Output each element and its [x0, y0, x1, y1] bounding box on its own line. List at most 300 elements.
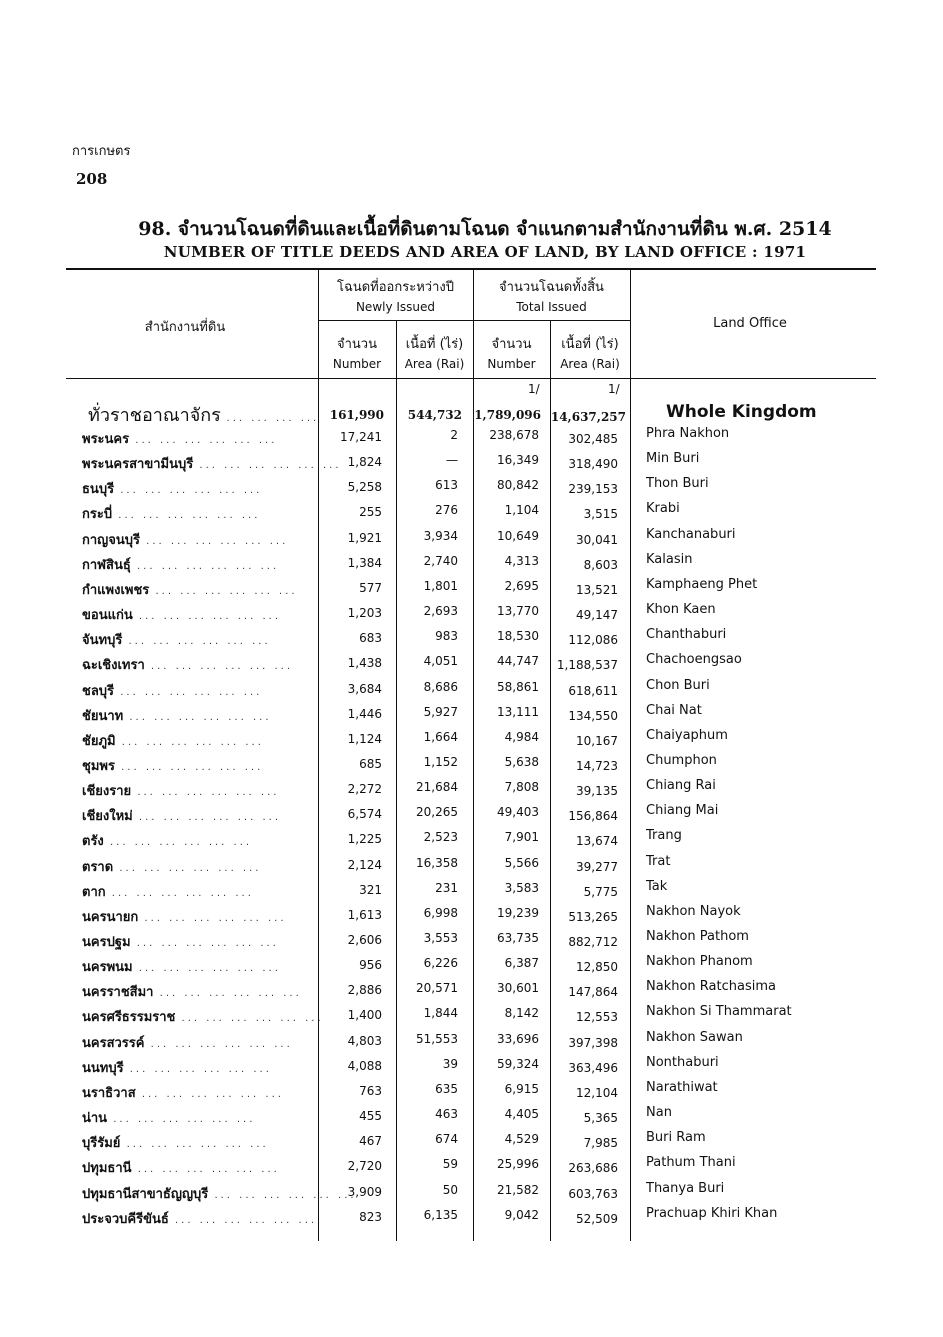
- land-office-name-thai: [82, 780, 279, 801]
- leader-dots: ... ... ... ... ... ...: [115, 737, 264, 748]
- total-number-cell: 6,915: [504, 1082, 539, 1096]
- new-number-cell: 1,824: [347, 455, 382, 469]
- new-area-cell: 635: [435, 1082, 458, 1096]
- total-area-cell: 5,365: [583, 1111, 618, 1125]
- land-office-name-thai-text: นครราชสีมา: [82, 985, 154, 1000]
- land-office-name-english: Chai Nat: [646, 703, 702, 718]
- land-office-name-english: Thanya Buri: [646, 1181, 725, 1196]
- total-number-cell: 80,842: [497, 478, 539, 492]
- new-area-cell: 2,740: [423, 554, 458, 568]
- total-number-cell: 13,111: [497, 705, 539, 719]
- table-title-thai: 98. จำนวนโฉนดที่ดินและเนื้อที่ดินตามโฉนด จำแนกตามสำนักงานที่ดิน พ.ศ. 2514: [138, 218, 832, 240]
- total-number-cell: 5,566: [504, 856, 539, 870]
- leader-dots: ... ... ... ... ... ...: [144, 661, 294, 672]
- land-office-name-thai: [82, 1208, 317, 1229]
- leader-dots: ... ... ... ... ... ...: [123, 712, 272, 723]
- table-row: [0, 730, 943, 754]
- new-area-cell: 3,553: [423, 931, 458, 945]
- land-office-name-thai-text: พระนครสาขามีนบุรี: [82, 457, 194, 472]
- total-number-cell: 58,861: [497, 680, 539, 694]
- new-area-cell: —: [446, 453, 458, 467]
- land-office-name-thai-text: ธนบุรี: [82, 482, 115, 497]
- leader-dots: ... ... ... ... ... ...: [113, 863, 262, 874]
- land-office-name-thai-text: บุรีรัมย์: [82, 1136, 121, 1151]
- total-area-cell: 13,521: [576, 583, 618, 597]
- new-area-cell: 983: [435, 629, 458, 643]
- new-number-cell: 1,124: [347, 732, 382, 746]
- total-number-cell: 18,530: [497, 629, 539, 643]
- table-row: [0, 428, 943, 452]
- leader-dots: ... ... ... ... ... ...: [114, 485, 263, 496]
- land-office-name-english: Min Buri: [646, 451, 700, 466]
- new-number-cell: 1,438: [347, 656, 382, 670]
- total-number-cell: 10,649: [497, 529, 539, 543]
- land-office-name-thai-text: ชัยภูมิ: [82, 734, 116, 749]
- leader-dots: ... ... ... ... ... ...: [175, 1013, 324, 1024]
- land-office-name-thai: [82, 1132, 269, 1153]
- new-number-cell: 1,613: [347, 908, 382, 922]
- table-row: [0, 780, 943, 804]
- leader-dots: ... ... ... ... ... ...: [114, 762, 264, 773]
- leader-dots: ... ... ... ... ... ...: [140, 536, 289, 547]
- land-office-name-english: Nonthaburi: [646, 1055, 719, 1070]
- table-row: [0, 680, 943, 704]
- new-number-cell: 683: [359, 631, 382, 645]
- new-number-cell: 2,124: [347, 858, 382, 872]
- land-office-name-thai: [82, 856, 261, 877]
- total-area-cell: 397,398: [568, 1036, 618, 1050]
- new-area-cell: 231: [435, 881, 458, 895]
- new-area-cell: 1,152: [423, 755, 458, 769]
- new-area-cell: 674: [435, 1132, 458, 1146]
- land-office-name-thai-text: นนทบุรี: [82, 1061, 124, 1076]
- new-area-cell: 1,664: [423, 730, 458, 744]
- land-office-name-thai: [82, 830, 252, 851]
- leader-dots: ... ... ... ... ... ...: [123, 1064, 272, 1075]
- new-area-cell: 463: [435, 1107, 458, 1121]
- total-number-cell: 49,403: [497, 805, 539, 819]
- land-office-name-english: Phra Nakhon: [646, 426, 730, 441]
- land-office-name-thai: [82, 1082, 284, 1103]
- total-number-cell: 2,695: [504, 579, 539, 593]
- total-area-cell: 318,490: [568, 457, 618, 471]
- total-number-cell: 8,142: [504, 1006, 539, 1020]
- land-office-name-english: Chiang Rai: [646, 778, 716, 793]
- total-label-thai: ทั่วราชอาณาจักร ... ... ... ...: [88, 405, 320, 426]
- header-land-office-thai: สำนักงานที่ดิน: [144, 320, 226, 335]
- footnote-marker: 1/: [608, 382, 620, 396]
- land-office-name-english: Trat: [646, 854, 671, 869]
- leader-dots: ... ... ... ... ... ...: [107, 1114, 256, 1125]
- land-office-name-thai: [82, 956, 281, 977]
- land-office-name-thai: [82, 1183, 357, 1204]
- table-row: [0, 453, 943, 477]
- total-new-area: 544,732: [407, 408, 462, 422]
- new-area-cell: 2,523: [423, 830, 458, 844]
- total-area-cell: 112,086: [568, 633, 618, 647]
- total-area-cell: 1,188,537: [556, 658, 618, 672]
- total-area-cell: 156,864: [568, 809, 618, 823]
- land-office-name-thai-text: นครสวรรค์: [82, 1036, 145, 1051]
- land-office-name-english: Pathum Thani: [646, 1155, 736, 1170]
- table-row: [0, 830, 943, 854]
- land-office-name-thai: [82, 579, 298, 600]
- total-number-cell: 1,104: [504, 503, 539, 517]
- new-area-cell: 276: [435, 503, 458, 517]
- total-number-cell: 16,349: [497, 453, 539, 467]
- header-newly-issued-english: Newly Issued: [355, 300, 436, 314]
- new-area-cell: 613: [435, 478, 458, 492]
- total-label-english: Whole Kingdom: [666, 402, 817, 422]
- total-area-cell: 30,041: [576, 533, 618, 547]
- total-area-cell: 39,277: [576, 860, 618, 874]
- land-office-name-thai: [82, 730, 264, 751]
- total-area-cell: 12,850: [576, 960, 618, 974]
- header-total-issued-thai: จำนวนโฉนดทั้งสิ้น: [499, 280, 604, 295]
- header-total-number-thai: จำนวน: [491, 337, 532, 352]
- table-row: [0, 503, 943, 527]
- land-office-name-thai-text: ชัยนาท: [82, 709, 124, 724]
- land-office-name-thai-text: นครศรีธรรมราช: [82, 1010, 176, 1025]
- total-area-cell: 618,611: [568, 684, 618, 698]
- land-office-name-english: Narathiwat: [646, 1080, 718, 1095]
- table-row: [0, 856, 943, 880]
- land-office-name-thai: [82, 805, 281, 826]
- table-title-english: NUMBER OF TITLE DEEDS AND AREA OF LAND, BY LAND OFFICE : 1971: [163, 243, 807, 261]
- table-row: [0, 805, 943, 829]
- land-office-name-thai: [82, 1157, 280, 1178]
- new-area-cell: 2: [450, 428, 458, 442]
- total-area-cell: 13,674: [576, 834, 618, 848]
- header-bottom-rule: [66, 378, 876, 379]
- land-office-name-thai-text: กาฬสินธุ์: [82, 558, 131, 573]
- leader-dots: ... ... ... ... ... ...: [112, 510, 261, 521]
- land-office-name-english: Kanchanaburi: [646, 527, 736, 542]
- land-office-name-thai-text: กาญจนบุรี: [82, 533, 140, 548]
- land-office-name-thai: [82, 881, 254, 902]
- leader-dots: ... ... ... ... ... ...: [132, 812, 282, 823]
- land-office-name-english: Nan: [646, 1105, 672, 1120]
- land-office-name-english: Trang: [646, 828, 682, 843]
- new-number-cell: 763: [359, 1084, 382, 1098]
- leader-dots: ... ... ... ... ... ...: [138, 913, 287, 924]
- land-office-name-thai: [82, 604, 281, 625]
- land-office-name-thai: [82, 755, 263, 776]
- table-row: [0, 1082, 943, 1106]
- land-office-name-english: Chumphon: [646, 753, 717, 768]
- new-area-cell: 4,051: [423, 654, 458, 668]
- land-office-name-thai-text: เชียงใหม่: [82, 809, 133, 824]
- header-newly-issued-thai: โฉนดที่ออกระหว่างปี: [337, 280, 454, 295]
- land-office-name-thai-text: ตรัง: [82, 834, 104, 849]
- total-area-cell: 49,147: [576, 608, 618, 622]
- total-number-cell: 33,696: [497, 1032, 539, 1046]
- total-area-cell: 147,864: [568, 985, 618, 999]
- leader-dots: ... ... ... ... ... ...: [132, 963, 281, 974]
- land-office-name-thai: [82, 906, 287, 927]
- total-row: [0, 400, 943, 426]
- new-area-cell: 50: [442, 1183, 458, 1197]
- new-number-cell: 1,203: [347, 606, 382, 620]
- total-area-cell: 3,515: [583, 507, 618, 521]
- new-number-cell: 1,400: [347, 1008, 382, 1022]
- leader-dots: ... ... ... ... ... ...: [132, 611, 282, 622]
- table-row: [0, 906, 943, 930]
- total-new-number: 161,990: [329, 408, 384, 422]
- land-office-name-thai-text: กระบี่: [82, 507, 113, 522]
- leader-dots: ... ... ... ... ... ...: [144, 1039, 293, 1050]
- table-top-rule: [66, 268, 876, 270]
- header-total-area-thai: เนื้อที่ (ไร่): [561, 337, 619, 352]
- total-number-cell: 7,808: [504, 780, 539, 794]
- new-area-cell: 51,553: [416, 1032, 458, 1046]
- land-office-name-thai-text: ตราด: [82, 860, 114, 875]
- land-office-name-thai-text: เชียงราย: [82, 784, 132, 799]
- page-number: 208: [76, 170, 108, 188]
- table-row: [0, 881, 943, 905]
- leader-dots: ... ... ... ... ... ...: [131, 1164, 280, 1175]
- total-area-cell: 12,553: [576, 1010, 618, 1024]
- leader-dots: ... ... ... ... ... ...: [131, 787, 280, 798]
- table-row: [0, 1107, 943, 1131]
- header-land-office-english: Land Office: [713, 316, 787, 331]
- total-area-cell: 7,985: [583, 1136, 618, 1150]
- table-row: [0, 1132, 943, 1156]
- total-number-cell: 30,601: [497, 981, 539, 995]
- new-number-cell: 2,720: [347, 1159, 382, 1173]
- total-number-cell: 13,770: [497, 604, 539, 618]
- land-office-name-english: Chachoengsao: [646, 652, 742, 667]
- land-office-name-thai: [82, 529, 288, 550]
- table-row: [0, 1057, 943, 1081]
- leader-dots: ... ... ... ... ... ...: [168, 1215, 318, 1226]
- land-office-name-english: Nakhon Nayok: [646, 904, 741, 919]
- header-new-number-english: Number: [332, 357, 382, 371]
- land-office-name-thai: [82, 981, 302, 1002]
- new-number-cell: 6,574: [347, 807, 382, 821]
- new-number-cell: 5,258: [347, 480, 382, 494]
- new-number-cell: 3,684: [347, 682, 382, 696]
- new-area-cell: 2,693: [423, 604, 458, 618]
- leader-dots: ... ... ... ... ... ...: [103, 837, 253, 848]
- total-number-cell: 7,901: [504, 830, 539, 844]
- total-number-cell: 4,984: [504, 730, 539, 744]
- land-office-name-english: Nakhon Si Thammarat: [646, 1004, 792, 1019]
- total-area-cell: 134,550: [568, 709, 618, 723]
- land-office-name-english: Thon Buri: [646, 476, 709, 491]
- land-office-name-english: Chon Buri: [646, 678, 710, 693]
- new-number-cell: 1,225: [347, 832, 382, 846]
- land-office-name-thai-text: นครปฐม: [82, 935, 131, 950]
- new-area-cell: 6,135: [423, 1208, 458, 1222]
- total-number-cell: 25,996: [497, 1157, 539, 1171]
- land-office-name-english: Chanthaburi: [646, 627, 727, 642]
- table-row: [0, 755, 943, 779]
- land-office-name-thai: [82, 428, 277, 449]
- leader-dots: ... ... ... ... ... ...: [208, 1190, 357, 1201]
- land-office-name-english: Chiang Mai: [646, 803, 719, 818]
- total-area-cell: 52,509: [576, 1212, 618, 1226]
- table-row: [0, 529, 943, 553]
- leader-dots: ... ... ... ... ... ...: [129, 435, 278, 446]
- land-office-name-english: Khon Kaen: [646, 602, 716, 617]
- new-number-cell: 823: [359, 1210, 382, 1224]
- land-office-name-english: Kalasin: [646, 552, 693, 567]
- total-number-cell: 4,529: [504, 1132, 539, 1146]
- new-number-cell: 467: [359, 1134, 382, 1148]
- new-area-cell: 1,844: [423, 1006, 458, 1020]
- land-office-name-thai-text: ชุมพร: [82, 759, 115, 774]
- total-area-cell: 39,135: [576, 784, 618, 798]
- new-number-cell: 1,384: [347, 556, 382, 570]
- table-row: [0, 629, 943, 653]
- total-number-cell: 5,638: [504, 755, 539, 769]
- leader-dots: ... ... ... ... ... ...: [193, 460, 342, 471]
- new-number-cell: 2,272: [347, 782, 382, 796]
- total-number-cell: 4,313: [504, 554, 539, 568]
- new-number-cell: 17,241: [340, 430, 382, 444]
- land-office-name-thai: [82, 629, 271, 650]
- total-area-cell: 513,265: [568, 910, 618, 924]
- new-number-cell: 455: [359, 1109, 382, 1123]
- new-number-cell: 3,909: [347, 1185, 382, 1199]
- new-area-cell: 3,934: [423, 529, 458, 543]
- total-number-cell: 19,239: [497, 906, 539, 920]
- land-office-name-thai: [82, 1006, 324, 1027]
- land-office-name-english: Buri Ram: [646, 1130, 706, 1145]
- total-area-cell: 10,167: [576, 734, 618, 748]
- land-office-name-english: Kamphaeng Phet: [646, 577, 758, 592]
- land-office-name-thai-text: ชลบุรี: [82, 684, 115, 699]
- land-office-name-thai: [82, 503, 260, 524]
- total-number-cell: 9,042: [504, 1208, 539, 1222]
- new-area-cell: 6,998: [423, 906, 458, 920]
- land-office-name-thai-text: นราธิวาส: [82, 1086, 136, 1101]
- land-office-name-thai-text: จันทบุรี: [82, 633, 123, 648]
- land-office-name-english: Nakhon Pathom: [646, 929, 749, 944]
- table-row: [0, 554, 943, 578]
- leader-dots: ... ... ... ... ... ...: [122, 636, 271, 647]
- table-row: [0, 1006, 943, 1030]
- total-number-cell: 3,583: [504, 881, 539, 895]
- land-office-name-thai-text: ขอนแก่น: [82, 608, 133, 623]
- table-row: [0, 1032, 943, 1056]
- land-office-name-thai: [82, 453, 342, 474]
- total-area-cell: 12,104: [576, 1086, 618, 1100]
- land-office-name-thai-text: นครพนม: [82, 960, 133, 975]
- new-number-cell: 577: [359, 581, 382, 595]
- total-area-cell: 8,603: [583, 558, 618, 572]
- new-area-cell: 1,801: [423, 579, 458, 593]
- land-office-name-thai: [82, 705, 272, 726]
- table-row: [0, 654, 943, 678]
- table-row: [0, 705, 943, 729]
- land-office-name-english: Nakhon Sawan: [646, 1030, 743, 1045]
- land-office-name-thai-text: ปทุมธานี: [82, 1161, 132, 1176]
- land-office-name-thai-text: น่าน: [82, 1111, 108, 1126]
- header-new-area-thai: เนื้อที่ (ไร่): [405, 337, 464, 352]
- new-area-cell: 8,686: [423, 680, 458, 694]
- land-office-name-thai: [82, 1107, 255, 1128]
- total-number-cell: 21,582: [497, 1183, 539, 1197]
- total-area-cell: 239,153: [568, 482, 618, 496]
- land-office-name-thai-text: กำแพงเพชร: [82, 583, 150, 598]
- total-number-cell: 59,324: [497, 1057, 539, 1071]
- header-total-area-english: Area (Rai): [560, 357, 620, 371]
- land-office-name-thai: [82, 931, 279, 952]
- leader-dots: ... ... ... ... ... ...: [153, 988, 302, 999]
- land-office-name-thai: [82, 680, 262, 701]
- land-office-name-thai: [82, 554, 279, 575]
- table-row: [0, 478, 943, 502]
- land-office-name-thai: [82, 1057, 272, 1078]
- new-number-cell: 1,446: [347, 707, 382, 721]
- table-row: [0, 1208, 943, 1232]
- table-row: [0, 1183, 943, 1207]
- land-office-name-thai: [82, 478, 262, 499]
- table-row: [0, 931, 943, 955]
- new-number-cell: 2,886: [347, 983, 382, 997]
- new-number-cell: 4,088: [347, 1059, 382, 1073]
- leader-dots: ... ... ... ... ... ...: [130, 561, 280, 572]
- leader-dots: ... ... ... ... ... ...: [114, 687, 263, 698]
- land-office-name-english: Krabi: [646, 501, 680, 516]
- total-area-cell: 302,485: [568, 432, 618, 446]
- new-area-cell: 21,684: [416, 780, 458, 794]
- land-office-name-thai-text: ฉะเชิงเทรา: [82, 658, 145, 673]
- total-number-cell: 238,678: [489, 428, 539, 442]
- land-office-name-thai-text: พระนคร: [82, 432, 130, 447]
- total-number-cell: 44,747: [497, 654, 539, 668]
- table-row: [0, 956, 943, 980]
- leader-dots: ... ... ... ... ... ...: [149, 586, 298, 597]
- new-number-cell: 956: [359, 958, 382, 972]
- land-office-name-thai-text: ประจวบคีรีขันธ์: [82, 1212, 169, 1227]
- new-number-cell: 1,921: [347, 531, 382, 545]
- header-total-issued-english: Total Issued: [516, 300, 587, 314]
- total-area-cell: 603,763: [568, 1187, 618, 1201]
- new-area-cell: 6,226: [423, 956, 458, 970]
- leader-dots: ... ... ... ... ... ...: [130, 938, 279, 949]
- footnote-marker: 1/: [528, 382, 540, 396]
- new-area-cell: 20,571: [416, 981, 458, 995]
- header-new-area-english: Area (Rai): [404, 357, 465, 371]
- new-area-cell: 16,358: [416, 856, 458, 870]
- header-total-number-english: Number: [487, 357, 536, 371]
- new-area-cell: 39: [442, 1057, 458, 1071]
- table-row: [0, 579, 943, 603]
- land-office-name-thai-text: ปทุมธานีสาขาธัญญบุรี: [82, 1187, 209, 1202]
- new-number-cell: 685: [359, 757, 382, 771]
- land-office-name-english: Prachuap Khiri Khan: [646, 1206, 778, 1221]
- new-number-cell: 2,606: [347, 933, 382, 947]
- table-row: [0, 981, 943, 1005]
- section-label: การเกษตร: [72, 144, 131, 159]
- new-area-cell: 20,265: [416, 805, 458, 819]
- leader-dots: ... ... ... ... ... ...: [135, 1089, 284, 1100]
- total-area-cell: 263,686: [568, 1161, 618, 1175]
- new-area-cell: 59: [442, 1157, 458, 1171]
- table-row: [0, 1157, 943, 1181]
- total-area-cell: 882,712: [568, 935, 618, 949]
- land-office-name-thai: [82, 654, 293, 675]
- leader-dots: ... ... ... ... ... ...: [120, 1139, 269, 1150]
- table-row: [0, 604, 943, 628]
- land-office-name-english: Nakhon Phanom: [646, 954, 753, 969]
- total-number-cell: 4,405: [504, 1107, 539, 1121]
- new-number-cell: 4,803: [347, 1034, 382, 1048]
- total-area-cell: 5,775: [583, 885, 618, 899]
